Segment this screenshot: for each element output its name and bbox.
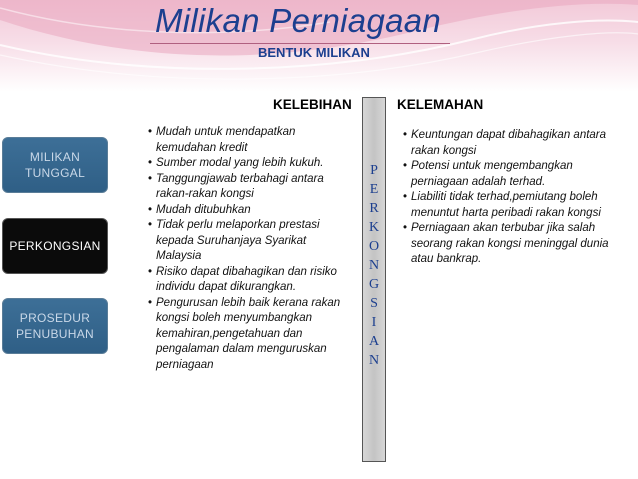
vertical-letter: I (371, 315, 377, 330)
nav-label: PROSEDUR (19, 311, 91, 325)
nav-label: TUNGGAL (24, 166, 86, 180)
kelemahan-heading: KELEMAHAN (397, 97, 484, 112)
page-subtitle: BENTUK MILIKAN (258, 45, 370, 60)
nav-label: PERKONGSIAN (9, 239, 101, 253)
nav-label: PENUBUHAN (15, 327, 95, 341)
vertical-letter: R (369, 201, 379, 216)
kelemahan-list (403, 128, 618, 268)
vertical-letter: K (368, 220, 380, 235)
vertical-letter: N (368, 353, 380, 368)
list-item: • Risiko dapat dibahagikan dan risiko individu dapat dikurangkan. (148, 265, 353, 296)
list-item: • Keuntungan dapat dibahagikan antara rakan kongsi (403, 128, 618, 159)
nav-button-perkongsian[interactable] (2, 218, 108, 274)
vertical-letter: A (368, 334, 380, 349)
vertical-letter: O (368, 239, 380, 254)
nav-button-prosedur-penubuhan[interactable] (2, 298, 108, 354)
vertical-letter: E (369, 182, 379, 197)
list-item: • Potensi untuk mengembangkan perniagaan adalah terhad. (403, 159, 618, 190)
kelebihan-list (148, 125, 353, 373)
list-item: • Perniagaan akan terbubar jika salah seorang rakan kongsi meninggal dunia atau bankrap. (403, 221, 618, 268)
list-item: • Pengurusan lebih baik kerana rakan kongsi boleh menyumbangkan kemahiran,pengetahuan dan pengalaman dalam menguruskan perniagaan (148, 296, 353, 374)
list-item: • Tanggungjawab terbahagi antara rakan-rakan kongsi (148, 172, 353, 203)
vertical-word (363, 161, 385, 370)
list-item: • Liabiliti tidak terhad,pemiutang boleh menuntut harta peribadi rakan kongsi (403, 190, 618, 221)
list-item: • Mudah untuk mendapatkan kemudahan kredit (148, 125, 353, 156)
kelebihan-heading: KELEBIHAN (273, 97, 352, 112)
list-item: • Sumber modal yang lebih kukuh. (148, 156, 353, 172)
vertical-letter: P (370, 163, 378, 178)
title-divider (150, 43, 450, 44)
vertical-letter: N (368, 258, 380, 273)
vertical-letter: G (368, 277, 380, 292)
vertical-letter: S (370, 296, 378, 311)
page-title: Milikan Perniagaan (155, 2, 442, 39)
list-item: • Tidak perlu melaporkan prestasi kepada Suruhanjaya Syarikat Malaysia (148, 218, 353, 265)
perkongsian-vertical-bar (362, 97, 386, 462)
list-item: • Mudah ditubuhkan (148, 203, 353, 219)
nav-button-milikan-tunggal[interactable] (2, 137, 108, 193)
nav-label: MILIKAN (29, 150, 81, 164)
